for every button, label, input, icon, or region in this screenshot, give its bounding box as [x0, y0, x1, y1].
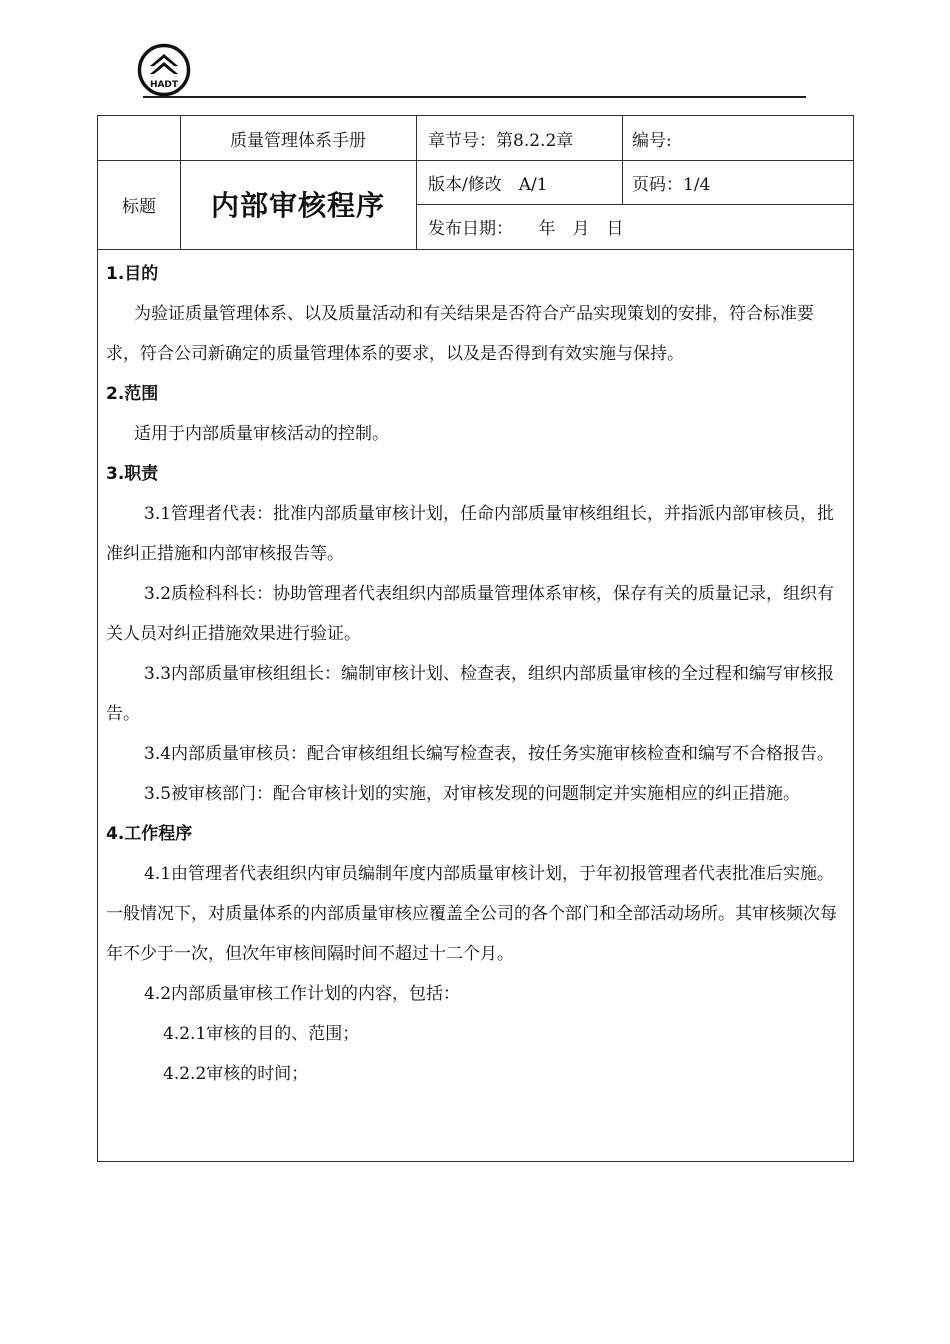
title-label: 标题 [122, 196, 156, 217]
logo-text: HADT [149, 80, 179, 90]
responsibility-item: 3.1管理者代表：批准内部质量审核计划，任命内部质量审核组组长，并指派内部审核员，批准纠正措施和内部审核报告等。 [106, 504, 835, 564]
responsibility-item: 3.5被审核部门：配合审核计划的实施，对审核发现的问题制定并实施相应的纠正措施。 [144, 784, 801, 804]
scope-paragraph: 适用于内部质量审核活动的控制。 [134, 424, 389, 444]
section-heading-responsibilities: 3.职责 [106, 464, 159, 484]
procedure-paragraph: 4.1由管理者代表组织内审员编制年度内部质量审核计划，于年初报管理者代表批准后实施。一般情况下，对质量体系的内部质量审核应覆盖全公司的各个部门和全部活动场所。其审核频次每年不少于一次，但次年审核间隔时间不超过十二个月。 [106, 864, 837, 964]
header-table [98, 116, 853, 250]
section-heading-purpose: 1.目的 [106, 264, 159, 284]
document-code: 编号: [632, 130, 672, 151]
document-title: 内部审核程序 [210, 189, 385, 222]
document-frame [97, 115, 854, 1162]
purpose-paragraph: 为验证质量管理体系、以及质量活动和有关结果是否符合产品实现策划的安排，符合标准要求，符合公司新确定的质量管理体系的要求，以及是否得到有效实施与保持。 [106, 304, 814, 364]
section-heading-procedure: 4.工作程序 [106, 824, 193, 844]
responsibility-item: 3.3内部质量审核组组长：编制审核计划、检查表，组织内部质量审核的全过程和编写审核报告。 [106, 664, 835, 724]
procedure-subitem: 4.2.2审核的时间； [163, 1064, 309, 1084]
section-heading-scope: 2.范围 [106, 384, 159, 404]
manual-name: 质量管理体系手册 [230, 130, 366, 151]
version-revision: 版本/修改 A/1 [428, 174, 548, 195]
procedure-paragraph: 4.2内部质量审核工作计划的内容，包括： [144, 984, 461, 1004]
procedure-subitem: 4.2.1审核的目的、范围； [163, 1024, 360, 1044]
chapter-number: 章节号：第8.2.2章 [428, 130, 574, 151]
responsibility-item: 3.4内部质量审核员：配合审核组组长编写检查表，按任务实施审核检查和编写不合格报告。 [144, 744, 835, 764]
hadt-logo [137, 43, 191, 97]
document-body [106, 254, 846, 1094]
header-rule [143, 96, 806, 98]
release-date: 发布日期： 年 月 日 [428, 218, 624, 239]
responsibility-item: 3.2质检科科长：协助管理者代表组织内部质量管理体系审核，保存有关的质量记录，组织有关人员对纠正措施效果进行验证。 [106, 584, 835, 644]
page-number: 页码：1/4 [632, 174, 711, 195]
